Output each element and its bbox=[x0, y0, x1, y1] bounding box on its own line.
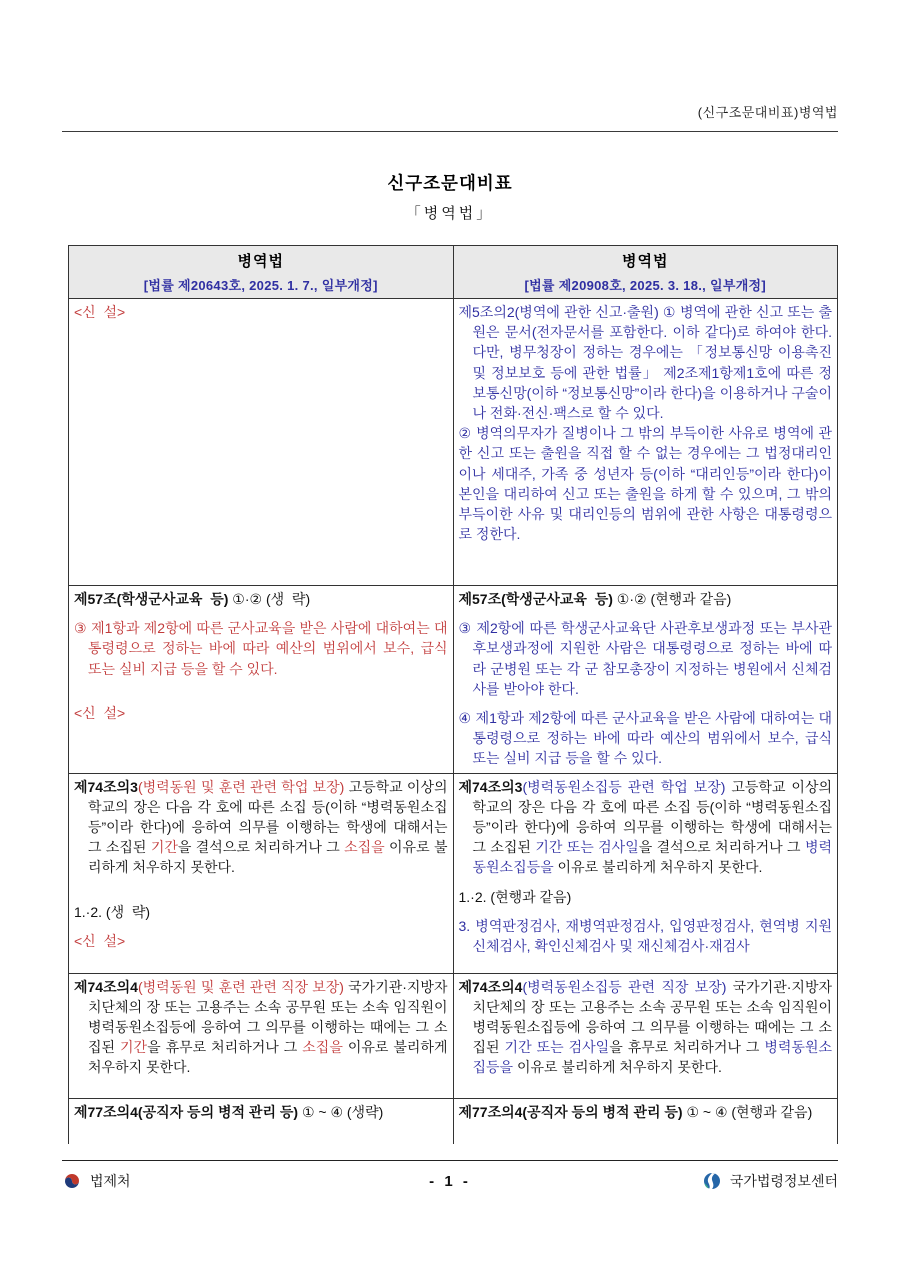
page-title: 신구조문대비표 bbox=[387, 173, 513, 193]
ministry-of-legislation-logo-icon bbox=[62, 1171, 82, 1191]
cell-new-law bbox=[453, 299, 838, 586]
text-segment: 이유로 불리하게 처우하지 못한다. bbox=[553, 859, 763, 876]
text-segment: 고등학교 이상의 학교의 장은 다음 각 호에 따른 소집 등(이하 “병력동원소집등”이라 한다)에 응하여 의무를 이행하는 학생에 대해서는 그 소집된 bbox=[472, 778, 836, 856]
text-segment: (병력동원소집등 관련 학업 보장) bbox=[522, 778, 726, 795]
table-row bbox=[69, 773, 838, 973]
text-segment: ④ 제1항과 제2항에 따른 군사교육을 받은 사람에 대하여는 대통령령으로 정하는 바에 따라 예산의 범위에서 보수, 급식 또는 실비 지급 등을 할 수 있다. bbox=[458, 710, 836, 767]
law-paragraph bbox=[74, 902, 448, 922]
page-subtitle: 「병역법」 bbox=[405, 205, 495, 222]
text-segment: 을 휴무로 처리하거나 그 bbox=[147, 1039, 303, 1056]
text-segment: ③ 제1항과 제2항에 따른 군사교육을 받은 사람에 대하여는 대통령령으로 정하는 바에 따라 예산의 범위에서 보수, 급식 또는 실비 지급 등을 할 수 있다. bbox=[74, 620, 452, 677]
new-law-statute: [법률 제20908호, 2025. 3. 18., 일부개정] bbox=[524, 278, 767, 293]
text-segment: 제74조의4 bbox=[458, 978, 523, 995]
law-paragraph bbox=[459, 887, 833, 907]
text-segment: 1.·2. (생 략) bbox=[74, 903, 151, 920]
law-paragraph bbox=[458, 708, 836, 769]
text-segment: <신 설> bbox=[74, 932, 126, 949]
cell-new-law bbox=[453, 973, 838, 1098]
law-paragraph bbox=[74, 931, 448, 951]
text-segment: 이유로 불리하게 처우하지 못한다. bbox=[88, 1039, 452, 1076]
text-segment: ①·② (현행과 같음) bbox=[612, 591, 732, 607]
title-block bbox=[0, 170, 900, 223]
text-segment: 병력동원소집등을 bbox=[472, 1039, 832, 1076]
text-segment: 제74조의4 bbox=[74, 978, 138, 995]
footer-right-org: 국가법령정보센터 bbox=[729, 1173, 839, 1189]
old-law-statute: [법률 제20643호, 2025. 1. 7., 일부개정] bbox=[143, 278, 378, 293]
footer-left-org: 법제처 bbox=[90, 1173, 131, 1189]
text-segment: 제5조의2(병역에 관한 신고·출원) ① 병역에 관한 신고 또는 출원은 문서(전자문서를 포함한다. 이하 같다)로 하여야 한다. 다만, 병무청장이 정하는 경우에는 「정보통신망 이용촉진 및 정보보호 등에 관한 법률」 제2조제1항제1호에 따른 정보통신망(이하 “정보통신망”이라 한다)을 이용하거나 구술이나 전화·전신·팩스로 할 수 있다. bbox=[458, 304, 836, 422]
law-paragraph bbox=[74, 1102, 448, 1122]
comparison-table-body bbox=[69, 299, 838, 1145]
text-segment: ② 병역의무자가 질병이나 그 밖의 부득이한 사유로 병역에 관한 신고 또는 출원을 직접 할 수 없는 경우에는 그 법정대리인이나 세대주, 가족 중 성년자 등(이하 “대리인등”이라 한다)이 본인을 대리하여 신고 또는 출원을 하게 할 수 있으며, 그 밖의 부득이한 사유 및 대리인등의 범위에 관한 사항은 대통령령으로 정한다. bbox=[458, 425, 836, 543]
text-segment: (병력동원 및 훈련 관련 학업 보장) bbox=[137, 778, 345, 795]
text-segment: 을 결석으로 처리하거나 그 bbox=[638, 839, 805, 856]
text-segment: 을 결석으로 처리하거나 그 bbox=[177, 839, 345, 856]
table-row bbox=[69, 973, 838, 1098]
text-segment: 국가기관·지방자치단체의 장 또는 고용주는 소속 공무원 또는 소속 임직원이 병력동원소집등에 응하여 그 의무를 이행하는 때에는 그 소집된 bbox=[88, 978, 452, 1056]
law-paragraph bbox=[74, 777, 452, 878]
cell-new-law bbox=[453, 1098, 838, 1144]
national-law-information-center-logo-icon bbox=[702, 1171, 722, 1191]
footer-left bbox=[62, 1171, 429, 1191]
law-paragraph bbox=[458, 423, 836, 544]
text-segment: 기간 또는 검사일 bbox=[504, 1039, 610, 1056]
text-segment: ① ~ ④ (현행과 같음) bbox=[682, 1103, 813, 1120]
text-segment: 고등학교 이상의 학교의 장은 다음 각 호에 따른 소집 등(이하 “병력동원소집등”이라 한다)에 응하여 의무를 이행하는 학생에 대해서는 그 소집된 bbox=[88, 778, 452, 856]
law-paragraph bbox=[458, 302, 836, 423]
text-segment: 국가기관·지방자치단체의 장 또는 고용주는 소속 공무원 또는 소속 임직원이 병력동원소집등에 응하여 그 의무를 이행하는 때에는 그 소집된 bbox=[472, 978, 836, 1056]
text-segment: 제77조의4(공직자 등의 병적 관리 등) bbox=[458, 1103, 683, 1120]
text-segment: 기간 bbox=[150, 839, 178, 856]
text-segment: 제74조의3 bbox=[74, 778, 138, 795]
header-new-law bbox=[453, 246, 838, 299]
text-segment: (병력동원소집등 관련 직장 보장) bbox=[522, 978, 727, 995]
text-segment: 제57조(학생군사교육 등) bbox=[74, 591, 229, 607]
footer-right bbox=[471, 1171, 838, 1191]
text-segment: 기간 또는 검사일 bbox=[535, 839, 639, 856]
cell-new-law bbox=[453, 586, 838, 774]
cell-old-law bbox=[69, 773, 454, 973]
old-law-title: 병역법 bbox=[237, 253, 284, 270]
text-segment: 을 휴무로 처리하거나 그 bbox=[609, 1039, 765, 1056]
text-segment: 1.·2. (현행과 같음) bbox=[458, 888, 572, 905]
table-header-row bbox=[69, 246, 838, 299]
text-segment: 제77조의4(공직자 등의 병적 관리 등) bbox=[74, 1103, 299, 1120]
text-segment: (병력동원 및 훈련 관련 직장 보장) bbox=[137, 978, 344, 995]
page-footer bbox=[62, 1160, 838, 1191]
comparison-table bbox=[68, 245, 838, 1144]
law-paragraph bbox=[74, 703, 448, 723]
text-segment: 소집을 bbox=[302, 1039, 343, 1056]
law-paragraph bbox=[74, 618, 452, 679]
text-segment: 기간 bbox=[120, 1039, 148, 1056]
table-row bbox=[69, 1098, 838, 1144]
law-paragraph bbox=[459, 618, 833, 699]
text-segment: ③ 제2항에 따른 학생군사교육단 사관후보생과정 또는 부사관후보생과정에 지원한 사람은 대통령령으로 정하는 바에 따라 군병원 또는 각 군 참모총장이 지정하는 병원에서 신체검사를 받아야 한다. bbox=[458, 620, 832, 697]
law-paragraph bbox=[458, 916, 836, 956]
law-paragraph bbox=[74, 977, 452, 1078]
text-segment: ① ~ ④ (생략) bbox=[298, 1103, 384, 1120]
running-header-text: (신구조문대비표)병역법 bbox=[697, 105, 838, 120]
cell-new-law bbox=[453, 773, 838, 973]
text-segment: 제57조(학생군사교육 등) bbox=[458, 591, 613, 607]
new-law-title: 병역법 bbox=[622, 253, 669, 270]
text-segment: ①·② (생 략) bbox=[228, 591, 311, 607]
text-segment: 이유로 불리하게 처우하지 못한다. bbox=[88, 839, 448, 876]
law-paragraph bbox=[74, 589, 448, 609]
page-number: - 1 - bbox=[429, 1172, 471, 1190]
cell-old-law bbox=[69, 1098, 454, 1144]
text-segment: 이유로 불리하게 처우하지 못한다. bbox=[513, 1059, 722, 1076]
cell-old-law bbox=[69, 299, 454, 586]
law-paragraph bbox=[458, 777, 836, 878]
running-header bbox=[62, 102, 838, 132]
law-paragraph bbox=[459, 1102, 833, 1122]
text-segment: 병력동원소집등을 bbox=[472, 839, 832, 876]
table-row bbox=[69, 299, 838, 586]
law-paragraph bbox=[459, 589, 833, 609]
header-old-law bbox=[69, 246, 454, 299]
text-segment: <신 설> bbox=[74, 304, 126, 320]
table-row bbox=[69, 586, 838, 774]
text-segment: 소집을 bbox=[344, 839, 385, 856]
cell-old-law bbox=[69, 973, 454, 1098]
text-segment: 제74조의3 bbox=[458, 778, 523, 795]
comparison-table-head bbox=[69, 246, 838, 299]
law-paragraph bbox=[458, 977, 836, 1078]
text-segment: 3. 병역판정검사, 재병역판정검사, 입영판정검사, 현역병 지원 신체검사, 확인신체검사 및 재신체검사·재검사 bbox=[458, 917, 836, 955]
law-paragraph bbox=[74, 302, 448, 322]
text-segment: <신 설> bbox=[74, 704, 126, 721]
cell-old-law bbox=[69, 586, 454, 774]
